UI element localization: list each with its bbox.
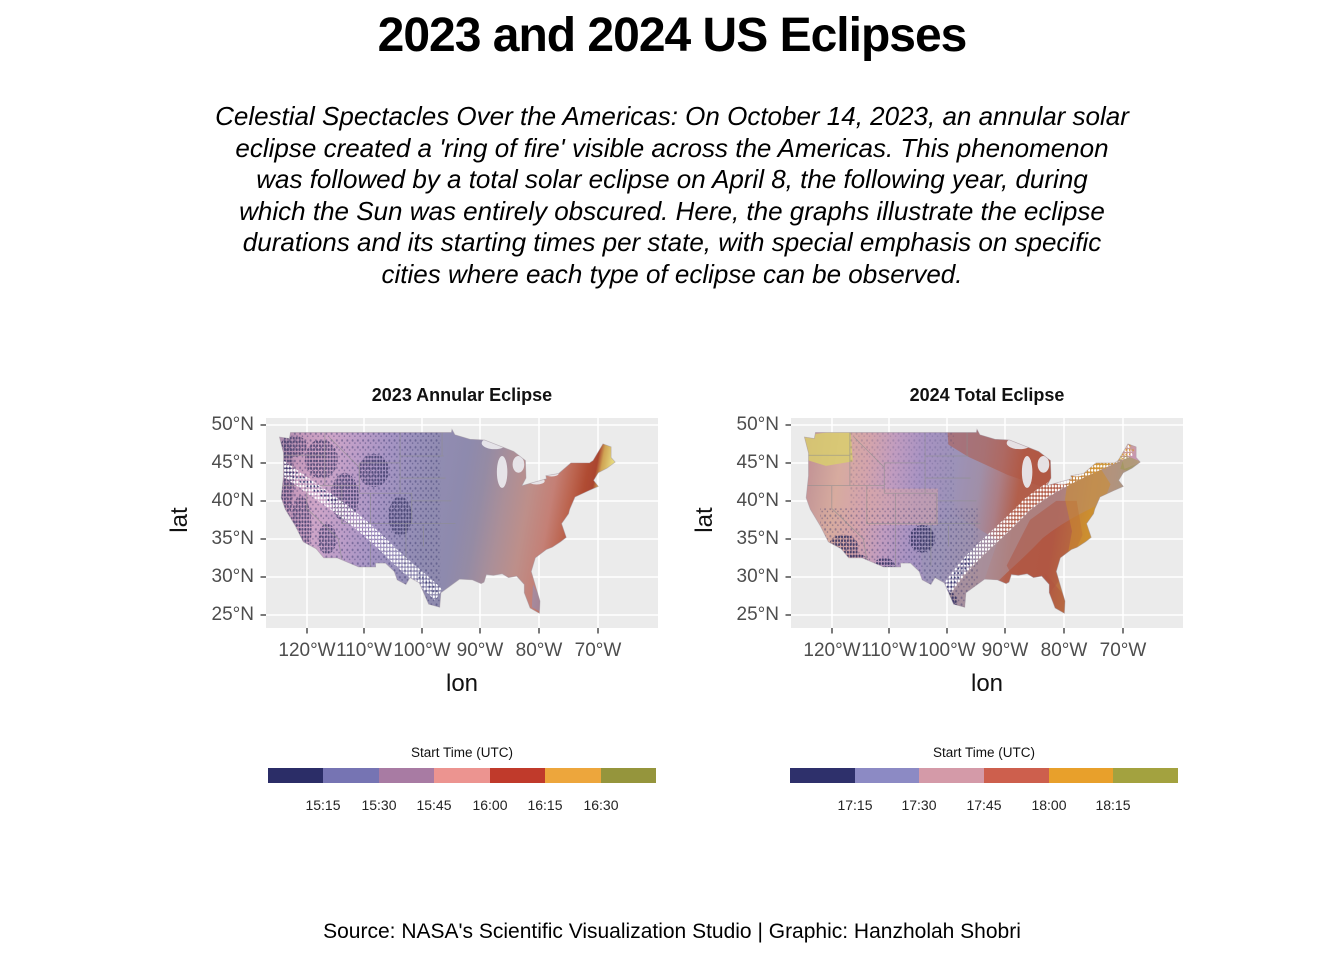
y-tick-label: 40°N bbox=[736, 490, 779, 511]
subtitle-line: was followed by a total solar eclipse on April 8, the following year, during bbox=[256, 164, 1088, 194]
legend-label: 17:15 bbox=[837, 797, 873, 813]
subtitle-line: eclipse created a 'ring of fire' visible across the Americas. This phenomenon bbox=[235, 132, 1109, 163]
plot-title-2024: 2024 Total Eclipse bbox=[909, 385, 1065, 405]
y-tick-label: 30°N bbox=[211, 566, 254, 587]
colorbar-segment bbox=[545, 768, 600, 783]
legend-label: 17:30 bbox=[901, 797, 937, 813]
colorbar-segment bbox=[601, 768, 656, 783]
colorbar-segment bbox=[323, 768, 378, 783]
x-tick-label: 90°W bbox=[981, 640, 1029, 661]
y-axis-title: lat bbox=[691, 507, 718, 533]
x-axis-title: lon bbox=[970, 670, 1004, 697]
legend-label: 15:30 bbox=[361, 797, 397, 813]
subtitle-line: Celestial Spectacles Over the Americas: On October 14, 2023, an annular solar bbox=[215, 101, 1129, 131]
page-title: 2023 and 2024 US Eclipses bbox=[377, 9, 967, 62]
y-tick-label: 45°N bbox=[736, 452, 779, 473]
legend-title-2023: Start Time (UTC) bbox=[410, 745, 513, 760]
y-tick-label: 25°N bbox=[211, 604, 254, 625]
legend-label: 18:00 bbox=[1031, 797, 1067, 813]
map-panel-2023 bbox=[260, 418, 658, 634]
y-tick-label: 35°N bbox=[736, 528, 779, 549]
colorbar-segment bbox=[1049, 768, 1114, 783]
x-tick-label: 100°W bbox=[918, 640, 976, 661]
y-tick-label: 50°N bbox=[736, 414, 779, 435]
x-tick-label: 80°W bbox=[515, 640, 563, 661]
legend-label: 17:45 bbox=[966, 797, 1002, 813]
y-tick-label: 25°N bbox=[736, 604, 779, 625]
x-tick-label: 80°W bbox=[1040, 640, 1088, 661]
plot-title-2023: 2023 Annular Eclipse bbox=[371, 385, 553, 405]
x-tick-label: 90°W bbox=[456, 640, 504, 661]
x-tick-label: 120°W bbox=[278, 640, 336, 661]
colorbar-segment bbox=[490, 768, 545, 783]
y-tick-label: 40°N bbox=[211, 490, 254, 511]
colorbar-segment bbox=[268, 768, 323, 783]
colorbar-segment bbox=[984, 768, 1049, 783]
legend-label: 18:15 bbox=[1095, 797, 1131, 813]
legend-label: 16:00 bbox=[472, 797, 508, 813]
colorbar-2024 bbox=[790, 768, 1178, 783]
legend-label: 15:15 bbox=[305, 797, 341, 813]
figure-subtitle bbox=[0, 101, 1344, 290]
colorbar-segment bbox=[434, 768, 489, 783]
legend-label: 16:30 bbox=[583, 797, 619, 813]
northern-speckle-texture bbox=[849, 425, 954, 509]
y-tick-label: 30°N bbox=[736, 566, 779, 587]
colorbar-segment bbox=[919, 768, 984, 783]
x-axis-title: lon bbox=[445, 670, 479, 697]
colorbar-segment bbox=[790, 768, 855, 783]
colorbar-2023 bbox=[268, 768, 656, 783]
x-tick-label: 110°W bbox=[861, 640, 917, 661]
subtitle-line: cities where each type of eclipse can be observed. bbox=[381, 258, 963, 289]
map-panel-2024 bbox=[785, 418, 1183, 634]
y-tick-label: 45°N bbox=[211, 452, 254, 473]
x-tick-label: 110°W bbox=[336, 640, 392, 661]
subtitle-line: which the Sun was entirely obscured. Here, the graphs illustrate the eclipse bbox=[239, 195, 1105, 226]
x-tick-label: 70°W bbox=[1099, 640, 1147, 661]
source-credit: Source: NASA's Scientific Visualization Studio | Graphic: Hanzholah Shobri bbox=[323, 920, 1021, 943]
colorbar-segment bbox=[1113, 768, 1178, 783]
colorbar-segment bbox=[379, 768, 434, 783]
y-tick-label: 50°N bbox=[211, 414, 254, 435]
y-axis-title: lat bbox=[166, 507, 193, 533]
x-tick-label: 120°W bbox=[803, 640, 861, 661]
legend-label: 15:45 bbox=[416, 797, 452, 813]
subtitle-line: durations and its starting times per state, with special emphasis on specific bbox=[242, 227, 1102, 257]
y-tick-label: 35°N bbox=[211, 528, 254, 549]
colorbar-segment bbox=[855, 768, 920, 783]
legend-label: 16:15 bbox=[527, 797, 563, 813]
legend-title-2024: Start Time (UTC) bbox=[932, 745, 1035, 760]
x-tick-label: 70°W bbox=[574, 640, 622, 661]
x-tick-label: 100°W bbox=[393, 640, 451, 661]
